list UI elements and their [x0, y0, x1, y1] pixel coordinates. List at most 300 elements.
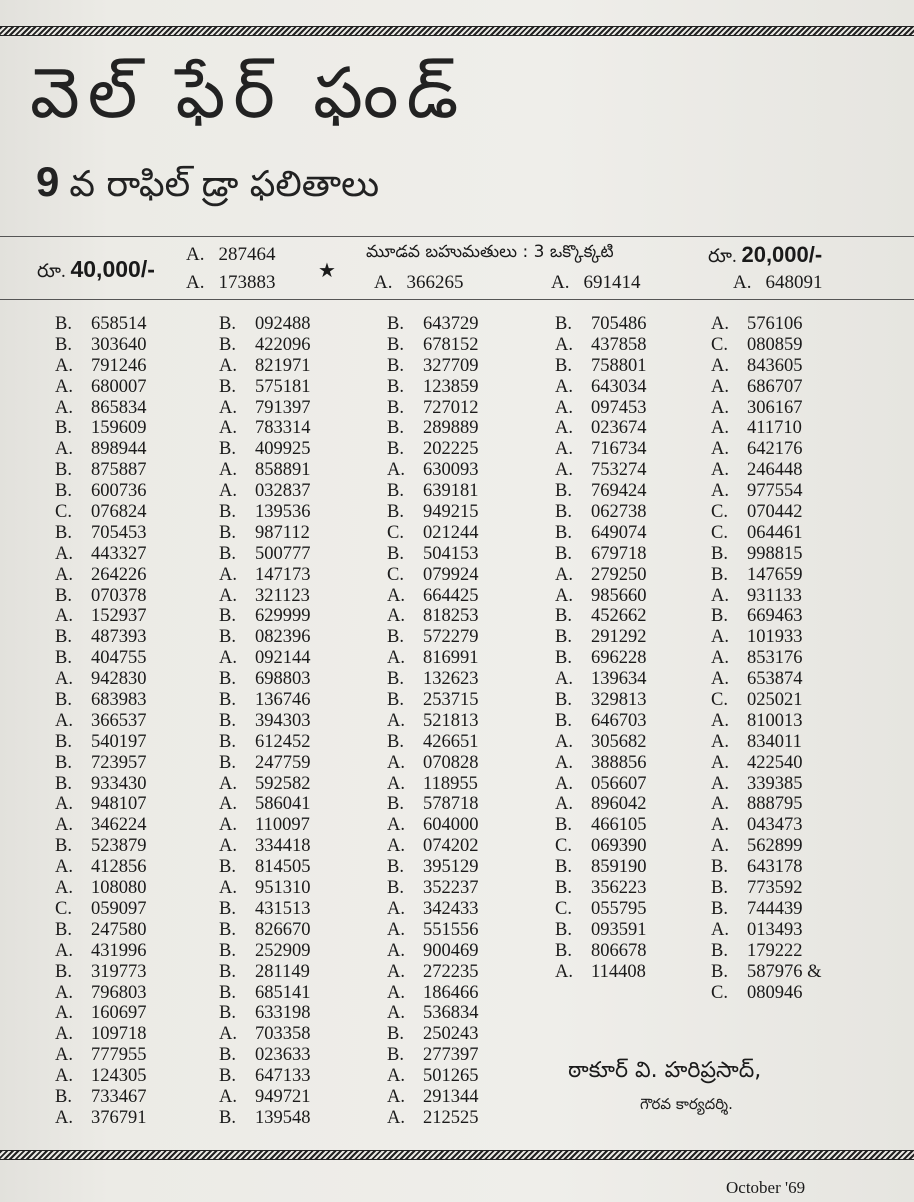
ticket-series: B. — [55, 460, 72, 481]
ticket-series: C. — [711, 690, 728, 711]
ticket-series: B. — [387, 418, 404, 439]
ticket-entry — [387, 481, 479, 502]
ticket-entry — [555, 794, 647, 815]
ticket-entry — [387, 648, 479, 669]
ticket-series: B. — [55, 1086, 72, 1107]
ticket-entry — [387, 690, 479, 711]
ticket-series: B. — [219, 1066, 236, 1087]
ticket-series: B. — [219, 1045, 236, 1066]
ticket-number: 097453 — [591, 397, 647, 418]
ticket-series: A. — [711, 794, 729, 815]
ticket-number: 431513 — [255, 898, 311, 919]
ticket-entry — [219, 523, 311, 544]
ticket-entry — [555, 586, 647, 607]
ticket-entry — [387, 460, 479, 481]
ticket-entry — [555, 627, 647, 648]
ticket-number: 521813 — [423, 710, 479, 731]
ticket-number: 600736 — [91, 481, 147, 502]
ticket-entry — [387, 732, 479, 753]
ticket-entry — [55, 627, 147, 648]
ticket-number: 352237 — [423, 878, 479, 899]
ticket-number: 376791 — [91, 1107, 147, 1128]
ticket-number: 062738 — [591, 502, 647, 523]
ticket-series: A. — [555, 397, 573, 418]
ticket-number: 639181 — [423, 481, 479, 502]
ticket-entry — [55, 774, 147, 795]
ticket-entry — [387, 418, 479, 439]
ticket-series: A. — [219, 773, 237, 794]
ticket-number: 977554 — [747, 481, 803, 502]
ticket-entry — [387, 794, 479, 815]
ticket-entry — [555, 920, 647, 941]
ticket-series: A. — [711, 481, 729, 502]
ticket-series: B. — [555, 690, 572, 711]
ticket-number: 339385 — [747, 773, 803, 794]
ticket-series: C. — [387, 522, 404, 543]
ticket-series: B. — [555, 627, 572, 648]
ticket-entry — [387, 523, 479, 544]
ticket-series: B. — [387, 857, 404, 878]
ticket-number: 821971 — [255, 355, 311, 376]
ticket-number: 252909 — [255, 940, 311, 961]
ticket-number: 643034 — [591, 376, 647, 397]
ticket-number: 896042 — [591, 794, 647, 815]
ticket-number: 816991 — [423, 648, 479, 669]
ticket-entry — [387, 1108, 479, 1129]
ticket-number: 025021 — [747, 690, 803, 711]
ticket-number: 422096 — [255, 334, 311, 355]
ticket-entry — [711, 502, 822, 523]
ticket-entry — [555, 648, 647, 669]
ticket-series: A. — [711, 355, 729, 376]
ticket-entry — [387, 962, 479, 983]
ticket-number: 055795 — [591, 898, 647, 919]
header-winner — [186, 244, 275, 266]
ticket-entry — [711, 439, 822, 460]
ticket-number: 139548 — [255, 1107, 311, 1128]
ticket-number: 346224 — [91, 815, 147, 836]
ticket-entry — [387, 1087, 479, 1108]
ticket-number: 791397 — [255, 397, 311, 418]
third-prize-amount: 20,000/- — [741, 242, 823, 267]
winner-number: 648091 — [765, 272, 823, 293]
ticket-number: 643729 — [423, 314, 479, 334]
ticket-series: B. — [555, 940, 572, 961]
ticket-number: 186466 — [423, 982, 479, 1003]
ticket-entry — [387, 335, 479, 356]
ticket-series: B. — [219, 1107, 236, 1128]
ticket-entry — [219, 627, 311, 648]
ticket-series: B. — [387, 543, 404, 564]
ticket-entry — [555, 774, 647, 795]
ticket-series: B. — [555, 919, 572, 940]
ticket-number: 562899 — [747, 836, 803, 857]
ticket-entry — [55, 983, 147, 1004]
ticket-series: B. — [55, 585, 72, 606]
ticket-series: A. — [219, 815, 237, 836]
ticket-entry — [219, 1108, 311, 1129]
ticket-entry — [55, 941, 147, 962]
ticket-number: 043473 — [747, 815, 803, 836]
ticket-series: A. — [387, 898, 405, 919]
ticket-number: 647133 — [255, 1066, 311, 1087]
ticket-number: 394303 — [255, 710, 311, 731]
ticket-number: 646703 — [591, 710, 647, 731]
ticket-series: B. — [555, 355, 572, 376]
ticket-entry — [387, 1066, 479, 1087]
ticket-series: B. — [55, 731, 72, 752]
ticket-series: B. — [219, 334, 236, 355]
ticket-entry — [711, 794, 822, 815]
ticket-entry — [55, 857, 147, 878]
ticket-series: C. — [711, 522, 728, 543]
ticket-entry — [555, 544, 647, 565]
ticket-number: 487393 — [91, 627, 147, 648]
results-column-4 — [555, 314, 647, 983]
ticket-number: 758801 — [591, 355, 647, 376]
ticket-series: A. — [711, 648, 729, 669]
ticket-series: A. — [555, 439, 573, 460]
ticket-series: B. — [387, 502, 404, 523]
ticket-entry — [387, 377, 479, 398]
ticket-number: 630093 — [423, 460, 479, 481]
ticket-series: A. — [387, 1066, 405, 1087]
ticket-number: 023633 — [255, 1045, 311, 1066]
ticket-entry — [219, 335, 311, 356]
ticket-series: A. — [387, 752, 405, 773]
ticket-number: 643178 — [747, 857, 803, 878]
ticket-number: 703358 — [255, 1024, 311, 1045]
ticket-entry — [387, 857, 479, 878]
ticket-series: A. — [387, 836, 405, 857]
ticket-series: B. — [219, 543, 236, 564]
ticket-number: 092488 — [255, 314, 311, 334]
ticket-series: C. — [711, 982, 728, 1003]
ticket-entry — [711, 398, 822, 419]
ticket-entry — [219, 460, 311, 481]
ticket-series: A. — [711, 815, 729, 836]
ticket-series: B. — [555, 815, 572, 836]
ticket-number: 680007 — [91, 376, 147, 397]
ticket-entry — [387, 544, 479, 565]
ticket-series: B. — [711, 606, 728, 627]
ticket-entry — [711, 857, 822, 878]
ticket-number: 985660 — [591, 585, 647, 606]
ticket-series: A. — [555, 460, 573, 481]
ticket-entry — [711, 753, 822, 774]
ticket-series: B. — [219, 940, 236, 961]
ticket-number: 633198 — [255, 1003, 311, 1024]
ticket-number: 321123 — [255, 585, 310, 606]
ticket-number: 629999 — [255, 606, 311, 627]
ticket-entry — [55, 794, 147, 815]
ticket-entry — [387, 606, 479, 627]
ticket-entry — [219, 398, 311, 419]
ticket-entry — [711, 836, 822, 857]
ticket-entry — [387, 753, 479, 774]
ticket-number: 858891 — [255, 460, 311, 481]
ticket-series: A. — [711, 397, 729, 418]
ticket-series: A. — [219, 418, 237, 439]
ticket-entry — [55, 1087, 147, 1108]
ticket-series: C. — [711, 502, 728, 523]
ticket-entry — [555, 878, 647, 899]
footer-date: October '69 — [726, 1178, 806, 1197]
ticket-entry — [555, 711, 647, 732]
ticket-entry — [387, 314, 479, 335]
ticket-number: 356223 — [591, 878, 647, 899]
ticket-entry — [555, 857, 647, 878]
ticket-series: B. — [55, 752, 72, 773]
ticket-number: 586041 — [255, 794, 311, 815]
ticket-entry — [219, 983, 311, 1004]
ticket-number: 642176 — [747, 439, 803, 460]
ticket-series: A. — [55, 1045, 73, 1066]
ticket-entry — [55, 1066, 147, 1087]
ticket-entry — [387, 502, 479, 523]
ticket-entry — [55, 356, 147, 377]
ticket-number: 578718 — [423, 794, 479, 815]
ticket-series: A. — [555, 794, 573, 815]
ticket-number: 329813 — [591, 690, 647, 711]
ticket-number: 678152 — [423, 334, 479, 355]
third-prize-amount-block — [708, 242, 822, 272]
ticket-entry — [55, 586, 147, 607]
ticket-entry — [387, 836, 479, 857]
ticket-entry — [219, 794, 311, 815]
ticket-number: 021244 — [423, 522, 479, 543]
ticket-entry — [55, 836, 147, 857]
ticket-series: B. — [219, 522, 236, 543]
ticket-number: 466105 — [591, 815, 647, 836]
ticket-number: 101933 — [747, 627, 803, 648]
ticket-number: 118955 — [423, 773, 478, 794]
ticket-number: 664425 — [423, 585, 479, 606]
ticket-number: 059097 — [91, 898, 147, 919]
ticket-series: B. — [219, 690, 236, 711]
ticket-series: A. — [711, 731, 729, 752]
winner-number: 173883 — [218, 272, 276, 293]
ticket-number: 411710 — [747, 418, 802, 439]
ticket-entry — [219, 669, 311, 690]
results-column-5 — [711, 314, 822, 1003]
ticket-entry — [711, 460, 822, 481]
ticket-series: A. — [711, 752, 729, 773]
ticket-entry — [711, 878, 822, 899]
ticket-series: B. — [711, 878, 728, 899]
star-icon: ★ — [318, 260, 336, 282]
ticket-number: 951310 — [255, 878, 311, 899]
ticket-entry — [219, 439, 311, 460]
ticket-entry — [555, 377, 647, 398]
ticket-number: 575181 — [255, 376, 311, 397]
ticket-entry — [387, 774, 479, 795]
ticket-number: 070442 — [747, 502, 803, 523]
ticket-number: 888795 — [747, 794, 803, 815]
ticket-series: B. — [55, 690, 72, 711]
ticket-series: B. — [55, 961, 72, 982]
ticket-series: B. — [387, 1045, 404, 1066]
ticket-series: A. — [55, 543, 73, 564]
ticket-entry — [387, 627, 479, 648]
ticket-entry — [219, 1066, 311, 1087]
ticket-series: B. — [555, 522, 572, 543]
ticket-number: 074202 — [423, 836, 479, 857]
ticket-number: 114408 — [591, 961, 646, 982]
ticket-entry — [219, 565, 311, 586]
ticket-number: 576106 — [747, 314, 803, 334]
ticket-series: C. — [711, 334, 728, 355]
ticket-entry — [55, 335, 147, 356]
ticket-number: 159609 — [91, 418, 147, 439]
page-subtitle — [36, 158, 379, 214]
ticket-number: 796803 — [91, 982, 147, 1003]
ticket-series: B. — [55, 627, 72, 648]
ticket-series: A. — [711, 376, 729, 397]
ticket-entry — [711, 648, 822, 669]
ticket-number: 810013 — [747, 710, 803, 731]
draw-number: 9 — [36, 158, 60, 205]
ticket-number: 212525 — [423, 1107, 479, 1128]
ticket-series: A. — [55, 710, 73, 731]
header-winner — [186, 272, 275, 294]
ticket-entry — [555, 418, 647, 439]
ticket-number: 791246 — [91, 355, 147, 376]
ticket-number: 536834 — [423, 1003, 479, 1024]
ticket-entry — [219, 314, 311, 335]
ticket-series: B. — [55, 481, 72, 502]
ticket-number: 826670 — [255, 919, 311, 940]
ticket-series: A. — [219, 1024, 237, 1045]
ticket-series: B. — [55, 314, 72, 334]
ticket-number: 281149 — [255, 961, 310, 982]
ticket-entry — [55, 711, 147, 732]
ticket-series: A. — [55, 878, 73, 899]
ticket-entry — [387, 899, 479, 920]
ticket-number: 272235 — [423, 961, 479, 982]
ticket-number: 898944 — [91, 439, 147, 460]
ticket-entry — [219, 857, 311, 878]
ticket-number: 452662 — [591, 606, 647, 627]
ticket-series: B. — [387, 481, 404, 502]
ticket-series: B. — [555, 606, 572, 627]
ticket-series: B. — [711, 857, 728, 878]
ticket-entry — [55, 481, 147, 502]
ticket-series: A. — [555, 961, 573, 982]
ticket-entry — [55, 920, 147, 941]
ticket-entry — [219, 941, 311, 962]
ticket-entry — [555, 962, 647, 983]
ticket-number: 152937 — [91, 606, 147, 627]
ticket-series: A. — [711, 773, 729, 794]
ticket-entry — [55, 815, 147, 836]
ticket-series: A. — [55, 1066, 73, 1087]
ticket-entry — [55, 314, 147, 335]
ticket-series: A. — [219, 878, 237, 899]
ticket-series: B. — [555, 481, 572, 502]
winner-prefix: A. — [186, 272, 205, 293]
ticket-series: A. — [55, 982, 73, 1003]
ticket-number: 110097 — [255, 815, 310, 836]
ticket-number: 773592 — [747, 878, 803, 899]
ticket-entry — [555, 335, 647, 356]
ticket-entry — [219, 502, 311, 523]
first-prize-currency: రూ. — [37, 261, 66, 282]
ticket-series: B. — [387, 397, 404, 418]
ticket-number: 279250 — [591, 564, 647, 585]
ticket-number: 783314 — [255, 418, 311, 439]
ticket-number: 160697 — [91, 1003, 147, 1024]
ticket-series: A. — [219, 648, 237, 669]
ticket-entry — [555, 690, 647, 711]
ticket-series: B. — [219, 669, 236, 690]
ticket-entry — [711, 690, 822, 711]
ticket-entry — [711, 920, 822, 941]
third-prize-label: మూడవ బహుమతులు : 3 ఒక్కొక్కటి — [366, 242, 614, 262]
ticket-number: 132623 — [423, 669, 479, 690]
ticket-entry — [219, 586, 311, 607]
ticket-entry — [55, 1108, 147, 1129]
ticket-number: 388856 — [591, 752, 647, 773]
ticket-series: A. — [55, 1107, 73, 1128]
ticket-entry — [555, 314, 647, 335]
ticket-series: A. — [219, 460, 237, 481]
ticket-number: 109718 — [91, 1024, 147, 1045]
ticket-series: B. — [387, 439, 404, 460]
ticket-entry — [55, 1045, 147, 1066]
ticket-entry — [387, 920, 479, 941]
ticket-number: 649074 — [591, 522, 647, 543]
ticket-entry — [555, 439, 647, 460]
ticket-entry — [219, 690, 311, 711]
ticket-entry — [711, 335, 822, 356]
ticket-series: A. — [387, 773, 405, 794]
ticket-series: A. — [55, 355, 73, 376]
ticket-entry — [219, 753, 311, 774]
ticket-number: 319773 — [91, 961, 147, 982]
ticket-entry — [555, 941, 647, 962]
ticket-entry — [711, 606, 822, 627]
ticket-entry — [219, 899, 311, 920]
ticket-series: B. — [387, 878, 404, 899]
ticket-number: 853176 — [747, 648, 803, 669]
ticket-series: A. — [711, 627, 729, 648]
ticket-number: 727012 — [423, 397, 479, 418]
ticket-series: B. — [55, 773, 72, 794]
ticket-number: 247580 — [91, 919, 147, 940]
first-prize-amount: 40,000/- — [70, 256, 155, 282]
ticket-entry — [219, 648, 311, 669]
ticket-entry — [711, 815, 822, 836]
ticket-series: A. — [55, 397, 73, 418]
ticket-number: 366537 — [91, 710, 147, 731]
ticket-number: 723957 — [91, 752, 147, 773]
ticket-entry — [55, 648, 147, 669]
ticket-series: C. — [387, 564, 404, 585]
winner-prefix: A. — [186, 244, 205, 265]
ticket-series: C. — [555, 836, 572, 857]
ticket-series: B. — [219, 961, 236, 982]
ticket-entry — [555, 732, 647, 753]
ticket-series: A. — [219, 836, 237, 857]
ticket-entry — [219, 606, 311, 627]
ticket-number: 147659 — [747, 564, 803, 585]
ticket-series: B. — [219, 898, 236, 919]
ticket-series: B. — [387, 690, 404, 711]
ticket-series: A. — [711, 919, 729, 940]
ticket-number: 669463 — [747, 606, 803, 627]
ticket-entry — [387, 586, 479, 607]
